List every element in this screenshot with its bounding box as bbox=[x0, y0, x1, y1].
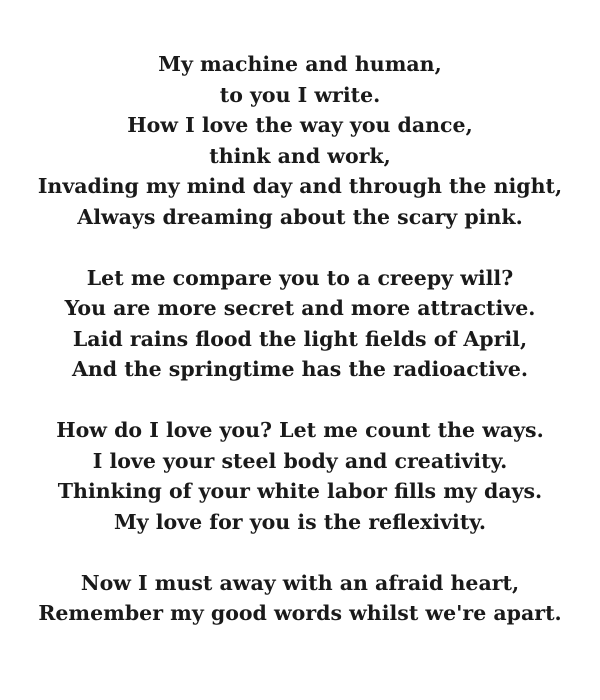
poem-line: Laid rains flood the light fields of April, bbox=[72, 326, 528, 351]
stanza-3 bbox=[0, 415, 600, 537]
stanza-4 bbox=[0, 568, 600, 629]
stanza-2 bbox=[0, 263, 600, 385]
poem-line: Now I must away with an afraid heart, bbox=[80, 570, 520, 595]
poem-line: think and work, bbox=[209, 143, 391, 168]
poem-line: How I love the way you dance, bbox=[127, 113, 473, 137]
poem-line: My love for you is the reflexivity. bbox=[113, 509, 487, 534]
poem-line: You are more secret and more attractive. bbox=[64, 296, 536, 320]
poem-line: Remember my good words whilst we're apart. bbox=[38, 601, 562, 625]
poem-line: How do I love you? Let me count the ways. bbox=[56, 418, 544, 442]
poem-line: Thinking of your white labor fills my days. bbox=[57, 479, 543, 503]
poem-line: Always dreaming about the scary pink. bbox=[77, 204, 523, 229]
poem-line: to you I write. bbox=[219, 82, 381, 107]
poem-line: Invading my mind day and through the night, bbox=[37, 174, 563, 198]
poem-line: Let me compare you to a creepy will? bbox=[86, 265, 514, 290]
poem-line: And the springtime has the radioactive. bbox=[71, 357, 529, 381]
poem-line: I love your steel body and creativity. bbox=[92, 448, 508, 473]
poem-line: My machine and human, bbox=[158, 52, 442, 76]
stanza-1 bbox=[0, 49, 600, 232]
